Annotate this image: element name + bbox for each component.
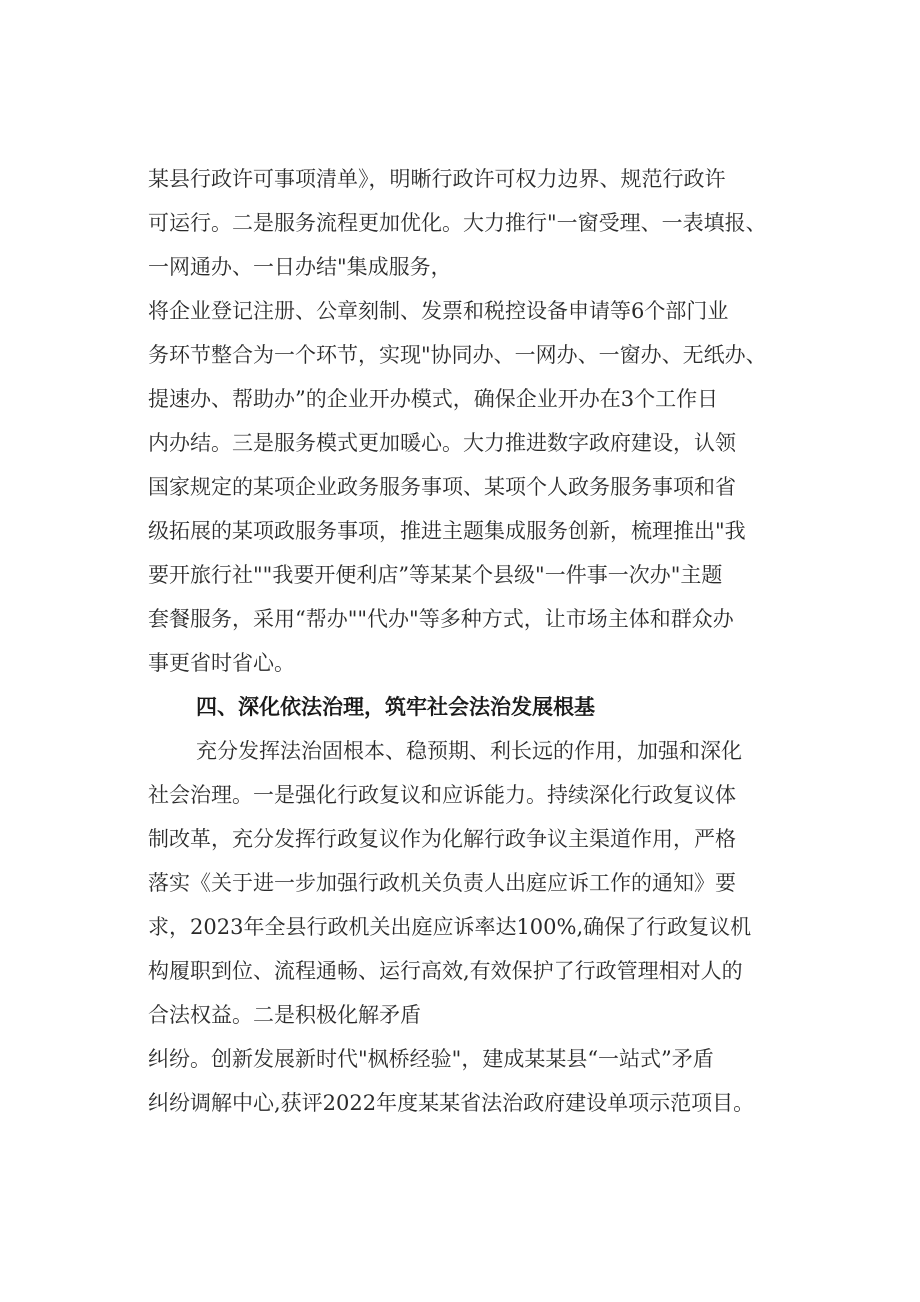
paragraph-line-5: 务环节整合为一个环节，实现"协同办、一网办、一窗办、无纸办、 [148, 343, 767, 367]
paragraph-line-9: 级拓展的某项政服务事项，推进主题集成服务创新，梳理推出"我 [148, 519, 746, 543]
paragraph-line-10: 要开旅行社""我要开便利店”等某某个县级"一件事一次办"主题 [148, 563, 723, 587]
section-line-1: 充分发挥法治固根本、稳预期、利长远的作用，加强和深化 [196, 739, 742, 763]
section-line-6: 构履职到位、流程通畅、运行高效,有效保护了行政管理相对人的 [148, 959, 743, 983]
paragraph-line-3: 一网通办、一日办结"集成服务， [148, 255, 452, 279]
paragraph-line-4: 将企业登记注册、公章刻制、发票和税控设备申请等6个部门业 [148, 299, 729, 323]
paragraph-line-12: 事更省时省心。 [148, 651, 295, 675]
section-line-7: 合法权益。二是积极化解矛盾 [148, 1003, 421, 1027]
paragraph-line-8: 国家规定的某项企业政务服务事项、某项个人政务服务事项和省 [148, 475, 736, 499]
section-line-8: 纠纷。创新发展新时代"枫桥经验"，建成某某县“一站式”矛盾 [148, 1047, 714, 1071]
paragraph-line-6: 提速办、帮助办”的企业开办模式，确保企业开办在3个工作日 [148, 387, 719, 411]
paragraph-line-2: 可运行。二是服务流程更加优化。大力推行"一窗受理、一表填报、 [148, 211, 767, 235]
section-line-9: 纠纷调解中心,获评2022年度某某省法治政府建设单项示范项目。 [148, 1091, 755, 1115]
section-heading: 四、深化依法治理，筑牢社会法治发展根基 [196, 695, 595, 719]
section-line-2: 社会治理。一是强化行政复议和应诉能力。持续深化行政复议体 [148, 783, 736, 807]
paragraph-line-1: 某县行政许可事项清单》，明晰行政许可权力边界、规范行政许 [148, 167, 726, 191]
section-line-3: 制改革，充分发挥行政复议作为化解行政争议主渠道作用，严格 [148, 827, 736, 851]
paragraph-line-11: 套餐服务，采用“帮办""代办"等多种方式，让市场主体和群众办 [148, 607, 734, 631]
section-line-5: 求，2023年全县行政机关出庭应诉率达100%,确保了行政复议机 [148, 915, 752, 939]
section-line-4: 落实《关于进一步加强行政机关负责人出庭应诉工作的通知》要 [148, 871, 736, 895]
paragraph-line-7: 内办结。三是服务模式更加暖心。大力推进数字政府建设，认领 [148, 431, 736, 455]
